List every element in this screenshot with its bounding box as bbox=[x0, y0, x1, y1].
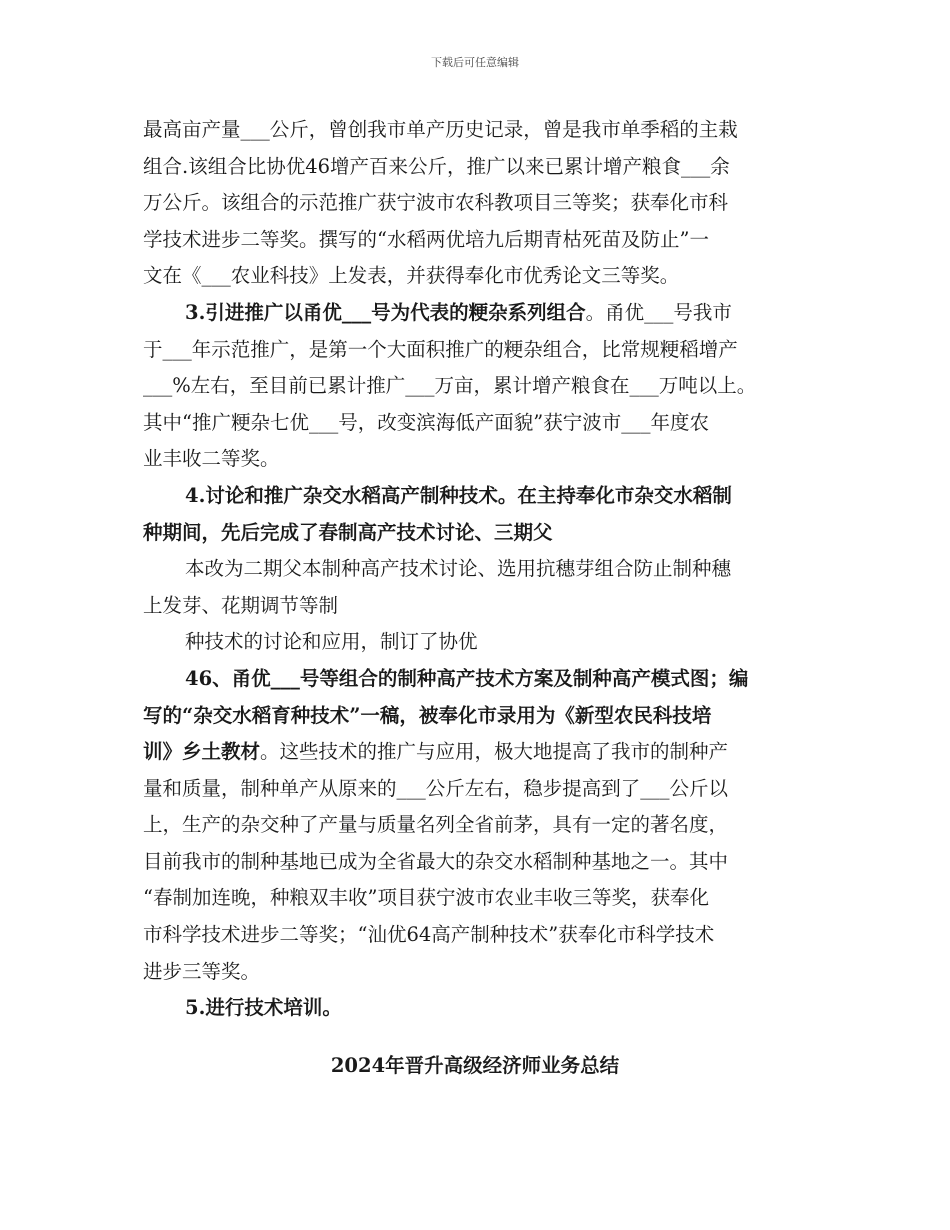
text-line bbox=[143, 954, 815, 991]
text-line bbox=[143, 332, 815, 369]
text-line bbox=[143, 149, 815, 186]
text-line bbox=[143, 441, 815, 478]
bold-text-run: 46、甬优___号等组合的制种高产技术方案及制种高产模式图；编 bbox=[185, 666, 749, 690]
document-title: 2024年晋升高级经济师业务总结 bbox=[330, 1054, 620, 1077]
text-run: 文在《___农业科技》上发表，并获得奉化市优秀论文三等奖。 bbox=[143, 264, 680, 288]
text-run: 市科学技术进步二等奖；“汕优64高产制种技术”获奉化市科学技术 bbox=[143, 923, 715, 947]
bold-text-run: 训》乡土教材 bbox=[143, 740, 261, 764]
bold-text-run: 5.进行技术培训。 bbox=[185, 996, 342, 1020]
bold-text-run: 3.引进推广以甬优___号为代表的粳杂系列组合 bbox=[185, 300, 586, 324]
text-line bbox=[143, 515, 815, 552]
text-line bbox=[143, 698, 815, 735]
text-line bbox=[143, 661, 815, 698]
text-run: ___%左右，至目前已累计推广___万亩，累计增产粮食在___万吨以上。 bbox=[143, 374, 757, 398]
text-line bbox=[143, 551, 815, 588]
text-line bbox=[143, 624, 815, 661]
text-line bbox=[143, 844, 815, 881]
text-run: 万公斤。该组合的示范推广获宁波市农科教项目三等奖；获奉化市科 bbox=[143, 191, 729, 215]
bold-text-run: 4.讨论和推广杂交水稻高产制种技术。在主持奉化市杂交水稻制 bbox=[185, 483, 732, 507]
text-run: “春制加连晚，种粮双丰收”项目获宁波市农业丰收三等奖，获奉化 bbox=[143, 886, 709, 910]
text-line bbox=[143, 405, 815, 442]
text-run: 。这些技术的推广与应用，极大地提高了我市的制种产 bbox=[260, 740, 729, 764]
text-run: 。甬优___号我市 bbox=[585, 300, 732, 324]
text-run: 组合.该组合比协优46增产百来公斤，推广以来已累计增产粮食___余 bbox=[143, 154, 730, 178]
text-line bbox=[143, 771, 815, 808]
text-run: 本改为二期父本制种高产技术讨论、选用抗穗芽组合防止制种穗 bbox=[185, 557, 732, 581]
bold-text-run: 写的“杂交水稻育种技术”一稿，被奉化市录用为《新型农民科技培 bbox=[143, 703, 712, 727]
text-line bbox=[143, 368, 815, 405]
text-run: 最高亩产量___公斤，曾创我市单产历史记录，曾是我市单季稻的主栽 bbox=[143, 118, 738, 141]
text-run: 目前我市的制种基地已成为全省最大的杂交水稻制种基地之一。其中 bbox=[143, 849, 729, 873]
text-line bbox=[143, 258, 815, 295]
text-line bbox=[143, 588, 815, 625]
text-run: 上，生产的杂交种了产量与质量名列全省前茅，具有一定的著名度， bbox=[143, 813, 729, 837]
text-run: 学技术进步二等奖。撰写的“水稻两优培九后期青枯死苗及防止”一 bbox=[143, 227, 709, 251]
text-run: 于___年示范推广，是第一个大面积推广的粳杂组合，比常规粳稻增产 bbox=[143, 337, 738, 361]
text-run: 其中“推广粳杂七优___号，改变滨海低产面貌”获宁波市___年度农 bbox=[143, 410, 709, 434]
text-line bbox=[143, 734, 815, 771]
text-line bbox=[143, 880, 815, 917]
text-line bbox=[143, 295, 815, 332]
text-run: 种技术的讨论和应用，制订了协优 bbox=[185, 630, 478, 654]
bold-text-run: 种期间，先后完成了春制高产技术讨论、三期父 bbox=[143, 520, 553, 544]
text-line bbox=[143, 185, 815, 222]
text-line bbox=[143, 807, 815, 844]
text-line bbox=[143, 222, 815, 259]
text-line bbox=[143, 917, 815, 954]
page-header: 下载后可任意编辑 bbox=[431, 56, 519, 69]
text-line bbox=[143, 478, 815, 515]
text-run: 进步三等奖。 bbox=[143, 959, 261, 983]
document-body bbox=[143, 112, 815, 1027]
text-run: 业丰收二等奖。 bbox=[143, 447, 280, 471]
text-run: 量和质量，制种单产从原来的___公斤左右，稳步提高到了___公斤以 bbox=[143, 776, 729, 800]
text-line bbox=[143, 990, 815, 1027]
text-run: 上发芽、花期调节等制 bbox=[143, 593, 339, 617]
text-line bbox=[143, 112, 815, 149]
